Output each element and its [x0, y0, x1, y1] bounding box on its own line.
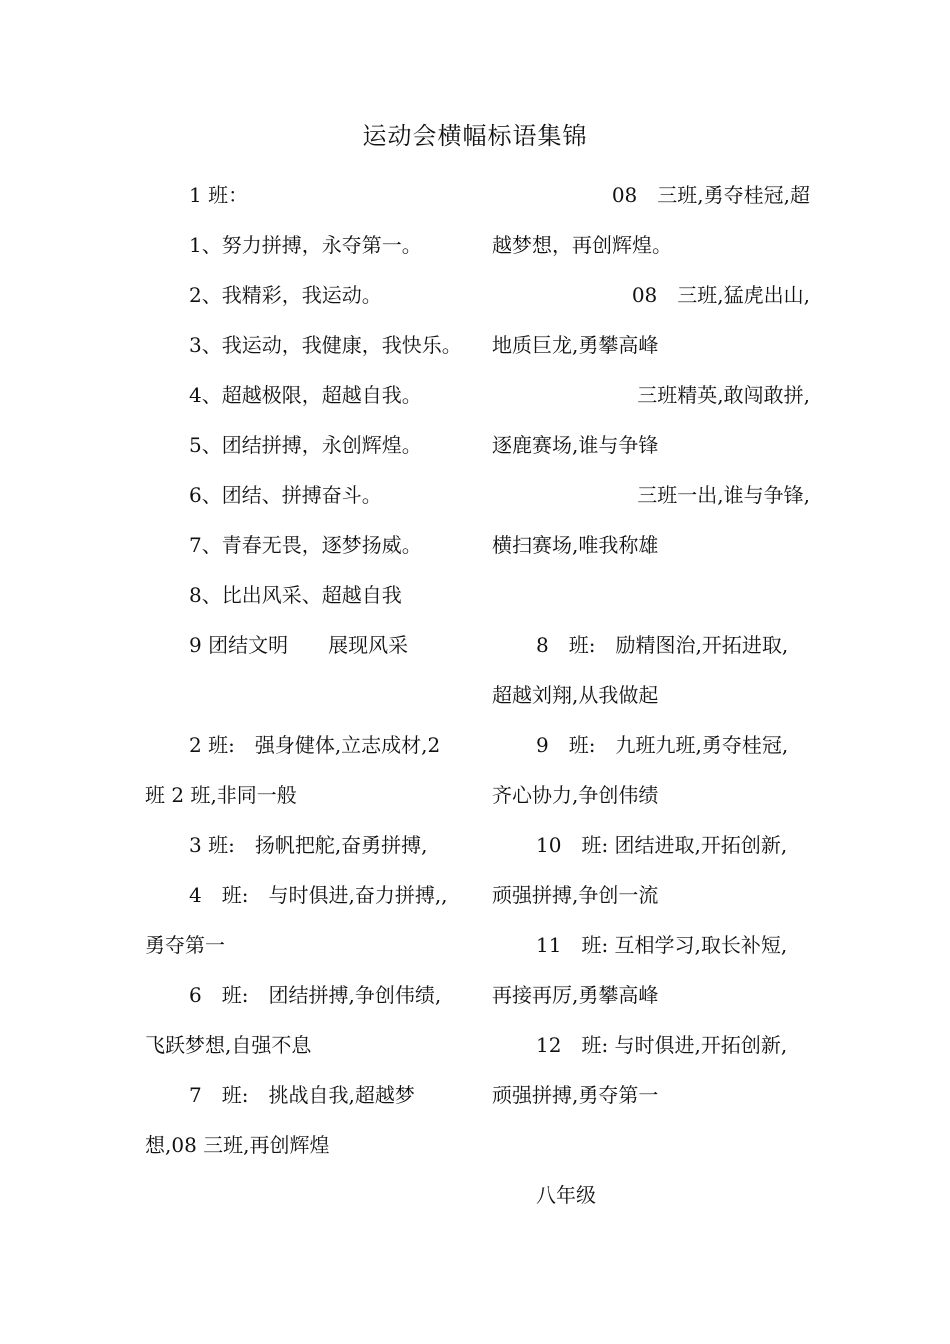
- slogan-line: 7 班: 挑战自我,超越梦: [189, 1083, 415, 1107]
- left-column: [145, 170, 465, 1170]
- slogan-line: 6、团结、拼搏奋斗。: [189, 483, 382, 507]
- slogan-line: 再接再厉,勇攀高峰: [492, 983, 659, 1007]
- slogan-line: 6 班: 团结拼搏,争创伟绩,: [189, 983, 442, 1007]
- slogan-line: 3 班: 扬帆把舵,奋勇拼搏,: [189, 833, 428, 857]
- slogan-line: 08 三班,猛虎出山,: [631, 283, 810, 307]
- blank-line: [492, 1120, 810, 1170]
- slogan-line: 8 班: 励精图治,开拓进取,: [536, 633, 789, 657]
- slogan-line: 三班一出,谁与争锋,: [637, 483, 810, 507]
- slogan-line: 4 班: 与时俱进,奋力拼搏,,: [189, 883, 448, 907]
- right-column: [492, 170, 810, 1220]
- page-title: 运动会横幅标语集锦: [362, 122, 588, 150]
- slogan-line: 三班精英,敢闯敢拼,: [637, 383, 810, 407]
- slogan-line: 越梦想，再创辉煌。: [492, 233, 672, 257]
- slogan-line: 飞跃梦想,自强不息: [145, 1033, 312, 1057]
- slogan-line: 3、我运动，我健康，我快乐。: [189, 333, 462, 357]
- slogan-line: 9 班: 九班九班,勇夺桂冠,: [536, 733, 789, 757]
- slogan-line: 逐鹿赛场,谁与争锋: [492, 433, 659, 457]
- slogan-line: 顽强拼搏,争创一流: [492, 883, 659, 907]
- slogan-line: 八年级: [536, 1183, 596, 1207]
- slogan-line: 2 班: 强身健体,立志成材,2: [189, 733, 441, 757]
- slogan-line: 12 班: 与时俱进,开拓创新,: [536, 1033, 788, 1057]
- slogan-line: 5、团结拼搏，永创辉煌。: [189, 433, 422, 457]
- blank-line: [145, 670, 465, 720]
- slogan-line: 7、青春无畏，逐梦扬威。: [189, 533, 422, 557]
- slogan-line: 想,08 三班,再创辉煌: [145, 1133, 330, 1157]
- slogan-line: 11 班: 互相学习,取长补短,: [536, 933, 788, 957]
- slogan-line: 2、我精彩，我运动。: [189, 283, 382, 307]
- slogan-line: 8、比出风采、超越自我: [189, 583, 402, 607]
- slogan-line: 1、努力拼搏，永夺第一。: [189, 233, 422, 257]
- slogan-line: 08 三班,勇夺桂冠,超: [611, 183, 810, 207]
- slogan-line: 1 班：: [189, 183, 249, 207]
- blank-line: [492, 570, 810, 620]
- slogan-line: 10 班: 团结进取,开拓创新,: [536, 833, 788, 857]
- slogan-line: 顽强拼搏,勇夺第一: [492, 1083, 659, 1107]
- slogan-line: 勇夺第一: [145, 933, 225, 957]
- slogan-line: 横扫赛场,唯我称雄: [492, 533, 659, 557]
- slogan-line: 4、超越极限，超越自我。: [189, 383, 422, 407]
- slogan-line: 齐心协力,争创伟绩: [492, 783, 659, 807]
- slogan-line: 超越刘翔,从我做起: [492, 683, 659, 707]
- slogan-line: 班 2 班,非同一般: [145, 783, 297, 807]
- slogan-line: 地质巨龙,勇攀高峰: [492, 333, 659, 357]
- slogan-line: 9 团结文明 展现风采: [189, 633, 409, 657]
